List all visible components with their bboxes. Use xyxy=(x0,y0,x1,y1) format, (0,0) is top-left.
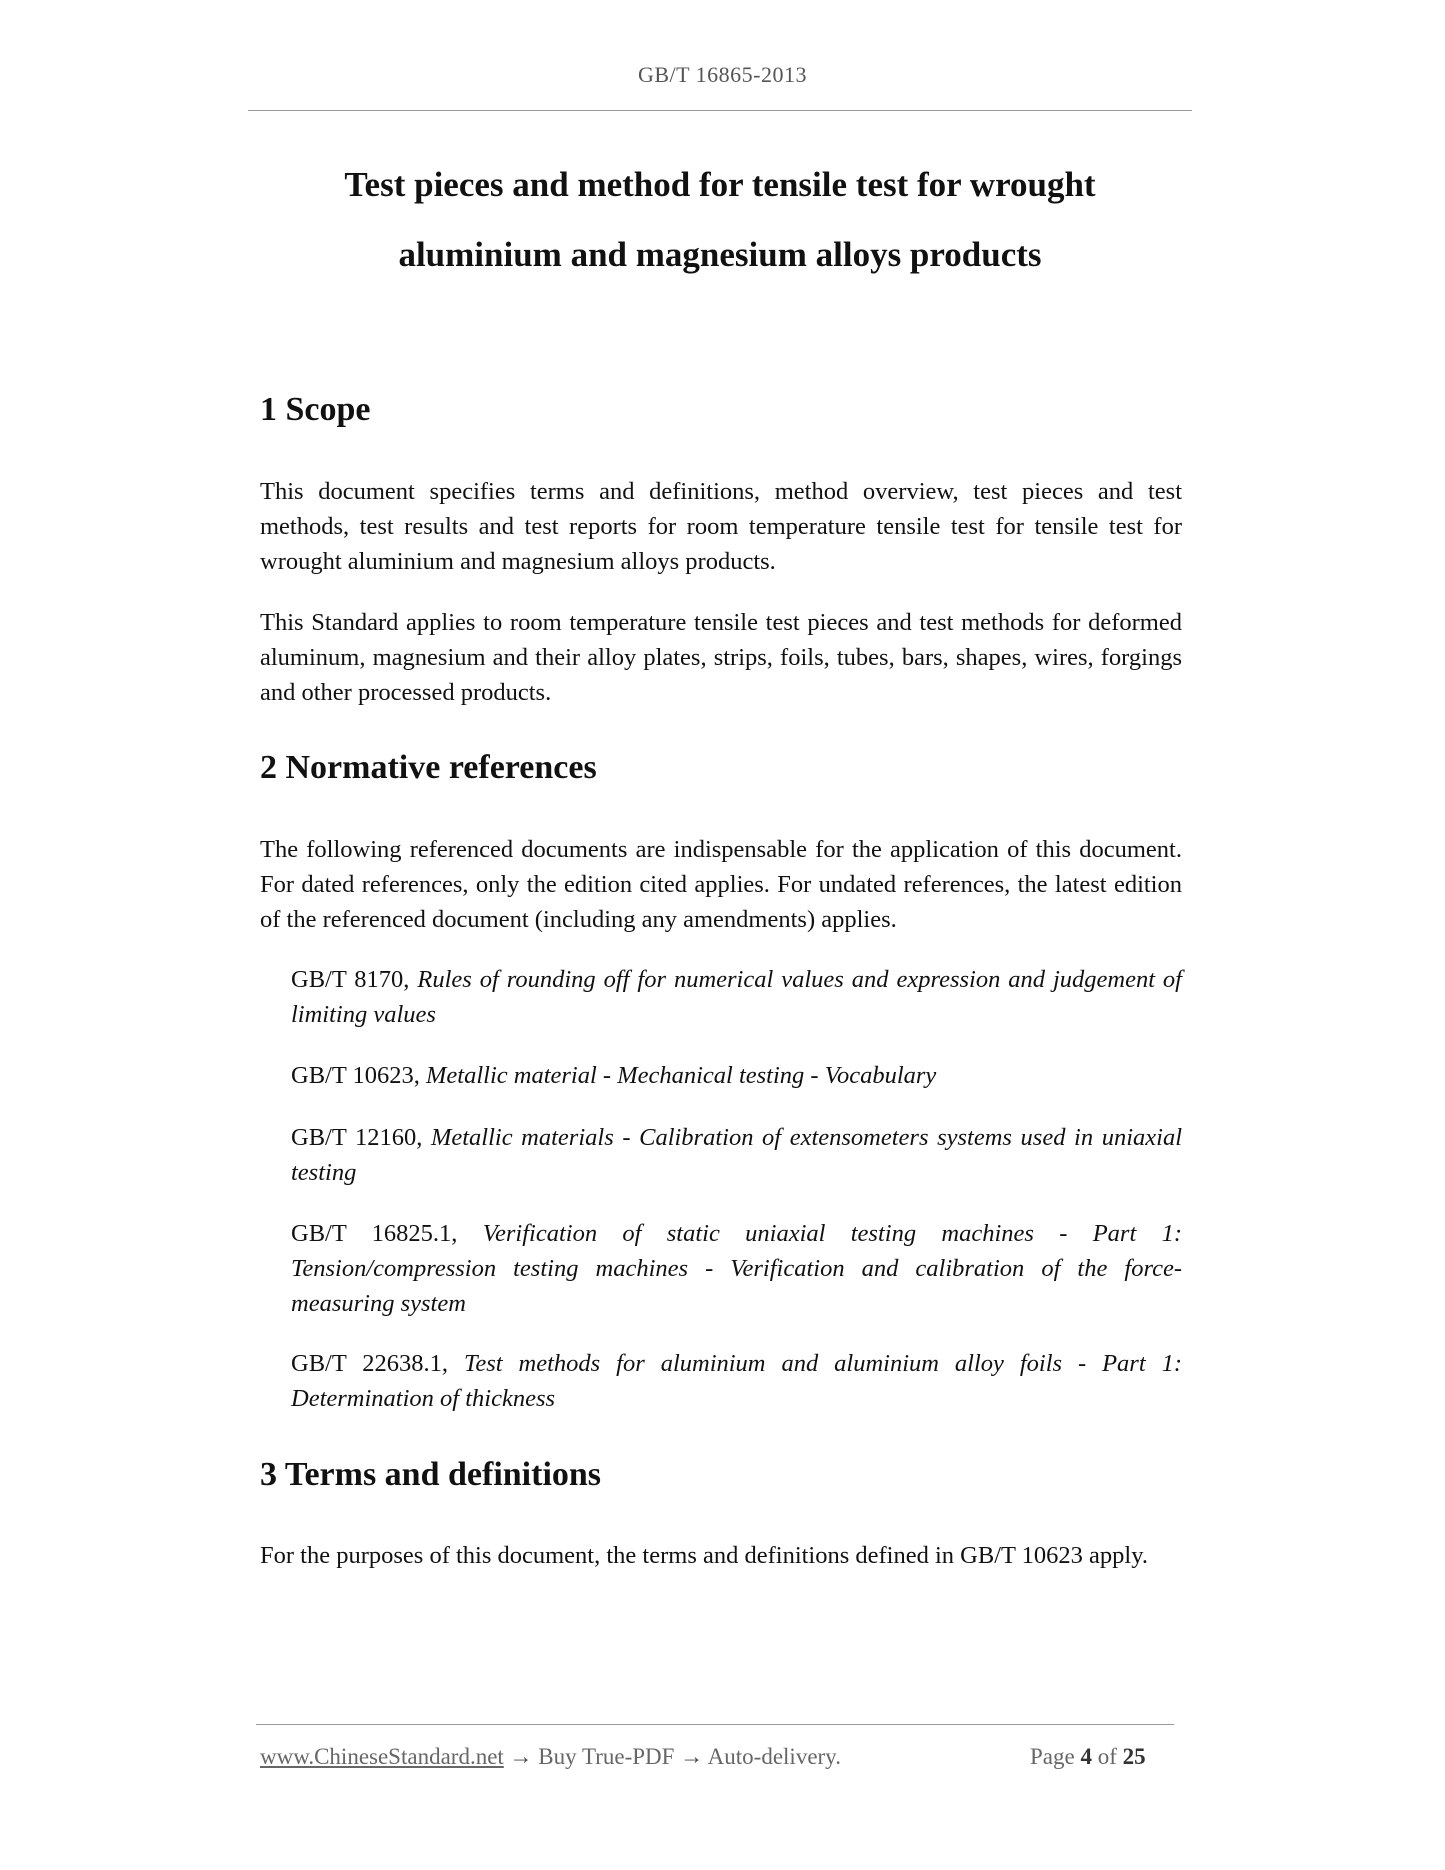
arrow-right-icon: → xyxy=(680,1744,704,1769)
reference-code: GB/T 12160, xyxy=(291,1124,431,1151)
terms-paragraph: For the purposes of this document, the terms and definitions defined in GB/T 10623 apply. xyxy=(260,1542,1148,1569)
scope-paragraph-1: This document specifies terms and definitions, method overview, test pieces and test methods, test results and test reports for room temperature tensile test for tensile test for wrought aluminium and magnesium alloys products. xyxy=(260,478,1182,575)
arrow-right-icon: → xyxy=(509,1744,533,1769)
reference-code: GB/T 8170, xyxy=(291,966,418,993)
standard-code-header: GB/T 16865-2013 xyxy=(637,62,808,87)
title-line-1: Test pieces and method for tensile test for wrought xyxy=(344,165,1096,204)
buy-true-pdf-text: Buy True-PDF xyxy=(532,1744,681,1769)
reference-title: Metallic material - Mechanical testing - Vocabulary xyxy=(426,1062,937,1089)
chinesestandard-link[interactable]: www.ChineseStandard.net xyxy=(260,1744,504,1769)
reference-item xyxy=(291,1120,1182,1190)
footer-promo xyxy=(260,1744,841,1770)
reference-title: Test methods for aluminium and aluminium alloy foils - Part 1: Determination of thickness xyxy=(291,1350,1182,1412)
section-heading-terms: 3 Terms and definitions xyxy=(260,1456,602,1493)
document-title xyxy=(248,150,1192,290)
reference-code: GB/T 16825.1, xyxy=(291,1220,483,1247)
page-label: Page xyxy=(1030,1744,1075,1769)
reference-item xyxy=(291,1216,1182,1321)
reference-item xyxy=(291,1058,1182,1093)
reference-title: Rules of rounding off for numerical values and expression and judgement of limiting values xyxy=(291,966,1182,1028)
auto-delivery-text: Auto-delivery. xyxy=(703,1744,841,1769)
reference-code: GB/T 10623, xyxy=(291,1062,426,1089)
page-indicator xyxy=(1030,1744,1146,1770)
reference-item xyxy=(291,1346,1182,1416)
section-heading-scope: 1 Scope xyxy=(260,391,371,428)
section-heading-normative-references: 2 Normative references xyxy=(260,749,597,786)
footer-divider xyxy=(256,1724,1174,1725)
reference-title: Metallic materials - Calibration of extensometers systems used in uniaxial testing xyxy=(291,1124,1183,1186)
current-page-number: 4 xyxy=(1080,1744,1092,1769)
total-pages-number: 25 xyxy=(1122,1744,1146,1769)
normative-intro-paragraph: The following referenced documents are indispensable for the application of this document. For dated references, only the edition cited applies. For undated references, the latest edition of the referenced document (including any amendments) applies. xyxy=(260,836,1182,933)
scope-paragraph-2: This Standard applies to room temperature tensile test pieces and test methods for deformed aluminum, magnesium and their alloy plates, strips, foils, tubes, bars, shapes, wires, forgings and other processed products. xyxy=(260,609,1182,706)
header-divider xyxy=(248,110,1192,111)
of-label: of xyxy=(1097,1744,1117,1769)
reference-code: GB/T 22638.1, xyxy=(291,1350,465,1377)
reference-item xyxy=(291,962,1182,1032)
reference-title: Verification of static uniaxial testing machines - Part 1: Tension/compression testing machines - Verification and calibration of the force-measuring system xyxy=(291,1220,1182,1317)
title-line-2: aluminium and magnesium alloys products xyxy=(398,235,1042,274)
